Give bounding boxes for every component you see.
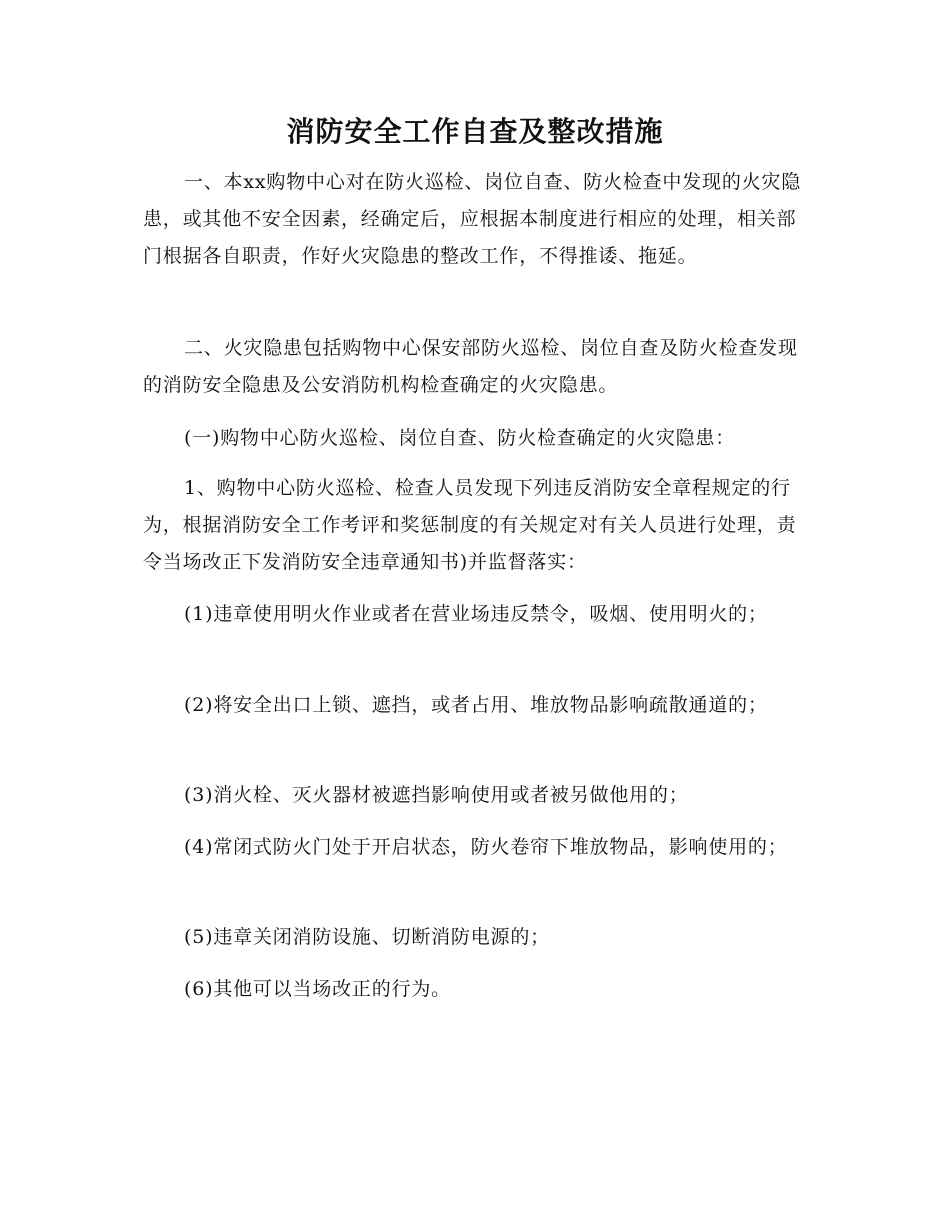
document-title: 消防安全工作自查及整改措施 xyxy=(286,115,664,148)
paragraph-9: (5)违章关闭消防设施、切断消防电源的； xyxy=(184,926,550,948)
paragraph-10: (6)其他可以当场改正的行为。 xyxy=(184,978,451,1000)
paragraph-7: (3)消火栓、灭火器材被遮挡影响使用或者被另做他用的； xyxy=(184,784,689,806)
paragraph-6: (2)将安全出口上锁、遮挡，或者占用、堆放物品影响疏散通道的； xyxy=(184,694,768,716)
paragraph-4: 1、购物中心防火巡检、检查人员发现下列违反消防安全章程规定的行为，根据消防安全工作考评和奖惩制度的有关规定对有关人员进行处理，责令当场改正下发消防安全违章通知书)并监督落实： xyxy=(143,477,797,573)
paragraph-5: (1)违章使用明火作业或者在营业场违反禁令，吸烟、使用明火的； xyxy=(184,603,768,625)
paragraph-2: 二、火灾隐患包括购物中心保安部防火巡检、岗位自查及防火检查发现的消防安全隐患及公安消防机构检查确定的火灾隐患。 xyxy=(143,337,798,396)
paragraph-1: 一、本xx购物中心对在防火巡检、岗位自查、防火检查中发现的火灾隐患，或其他不安全因素，经确定后，应根据本制度进行相应的处理，相关部门根据各自职责，作好火灾隐患的整改工作，不得推诿、拖延。 xyxy=(143,171,802,267)
paragraph-8: (4)常闭式防火门处于开启状态，防火卷帘下堆放物品，影响使用的； xyxy=(184,836,788,858)
paragraph-3: (一)购物中心防火巡检、岗位自查、防火检查确定的火灾隐患： xyxy=(184,427,736,449)
